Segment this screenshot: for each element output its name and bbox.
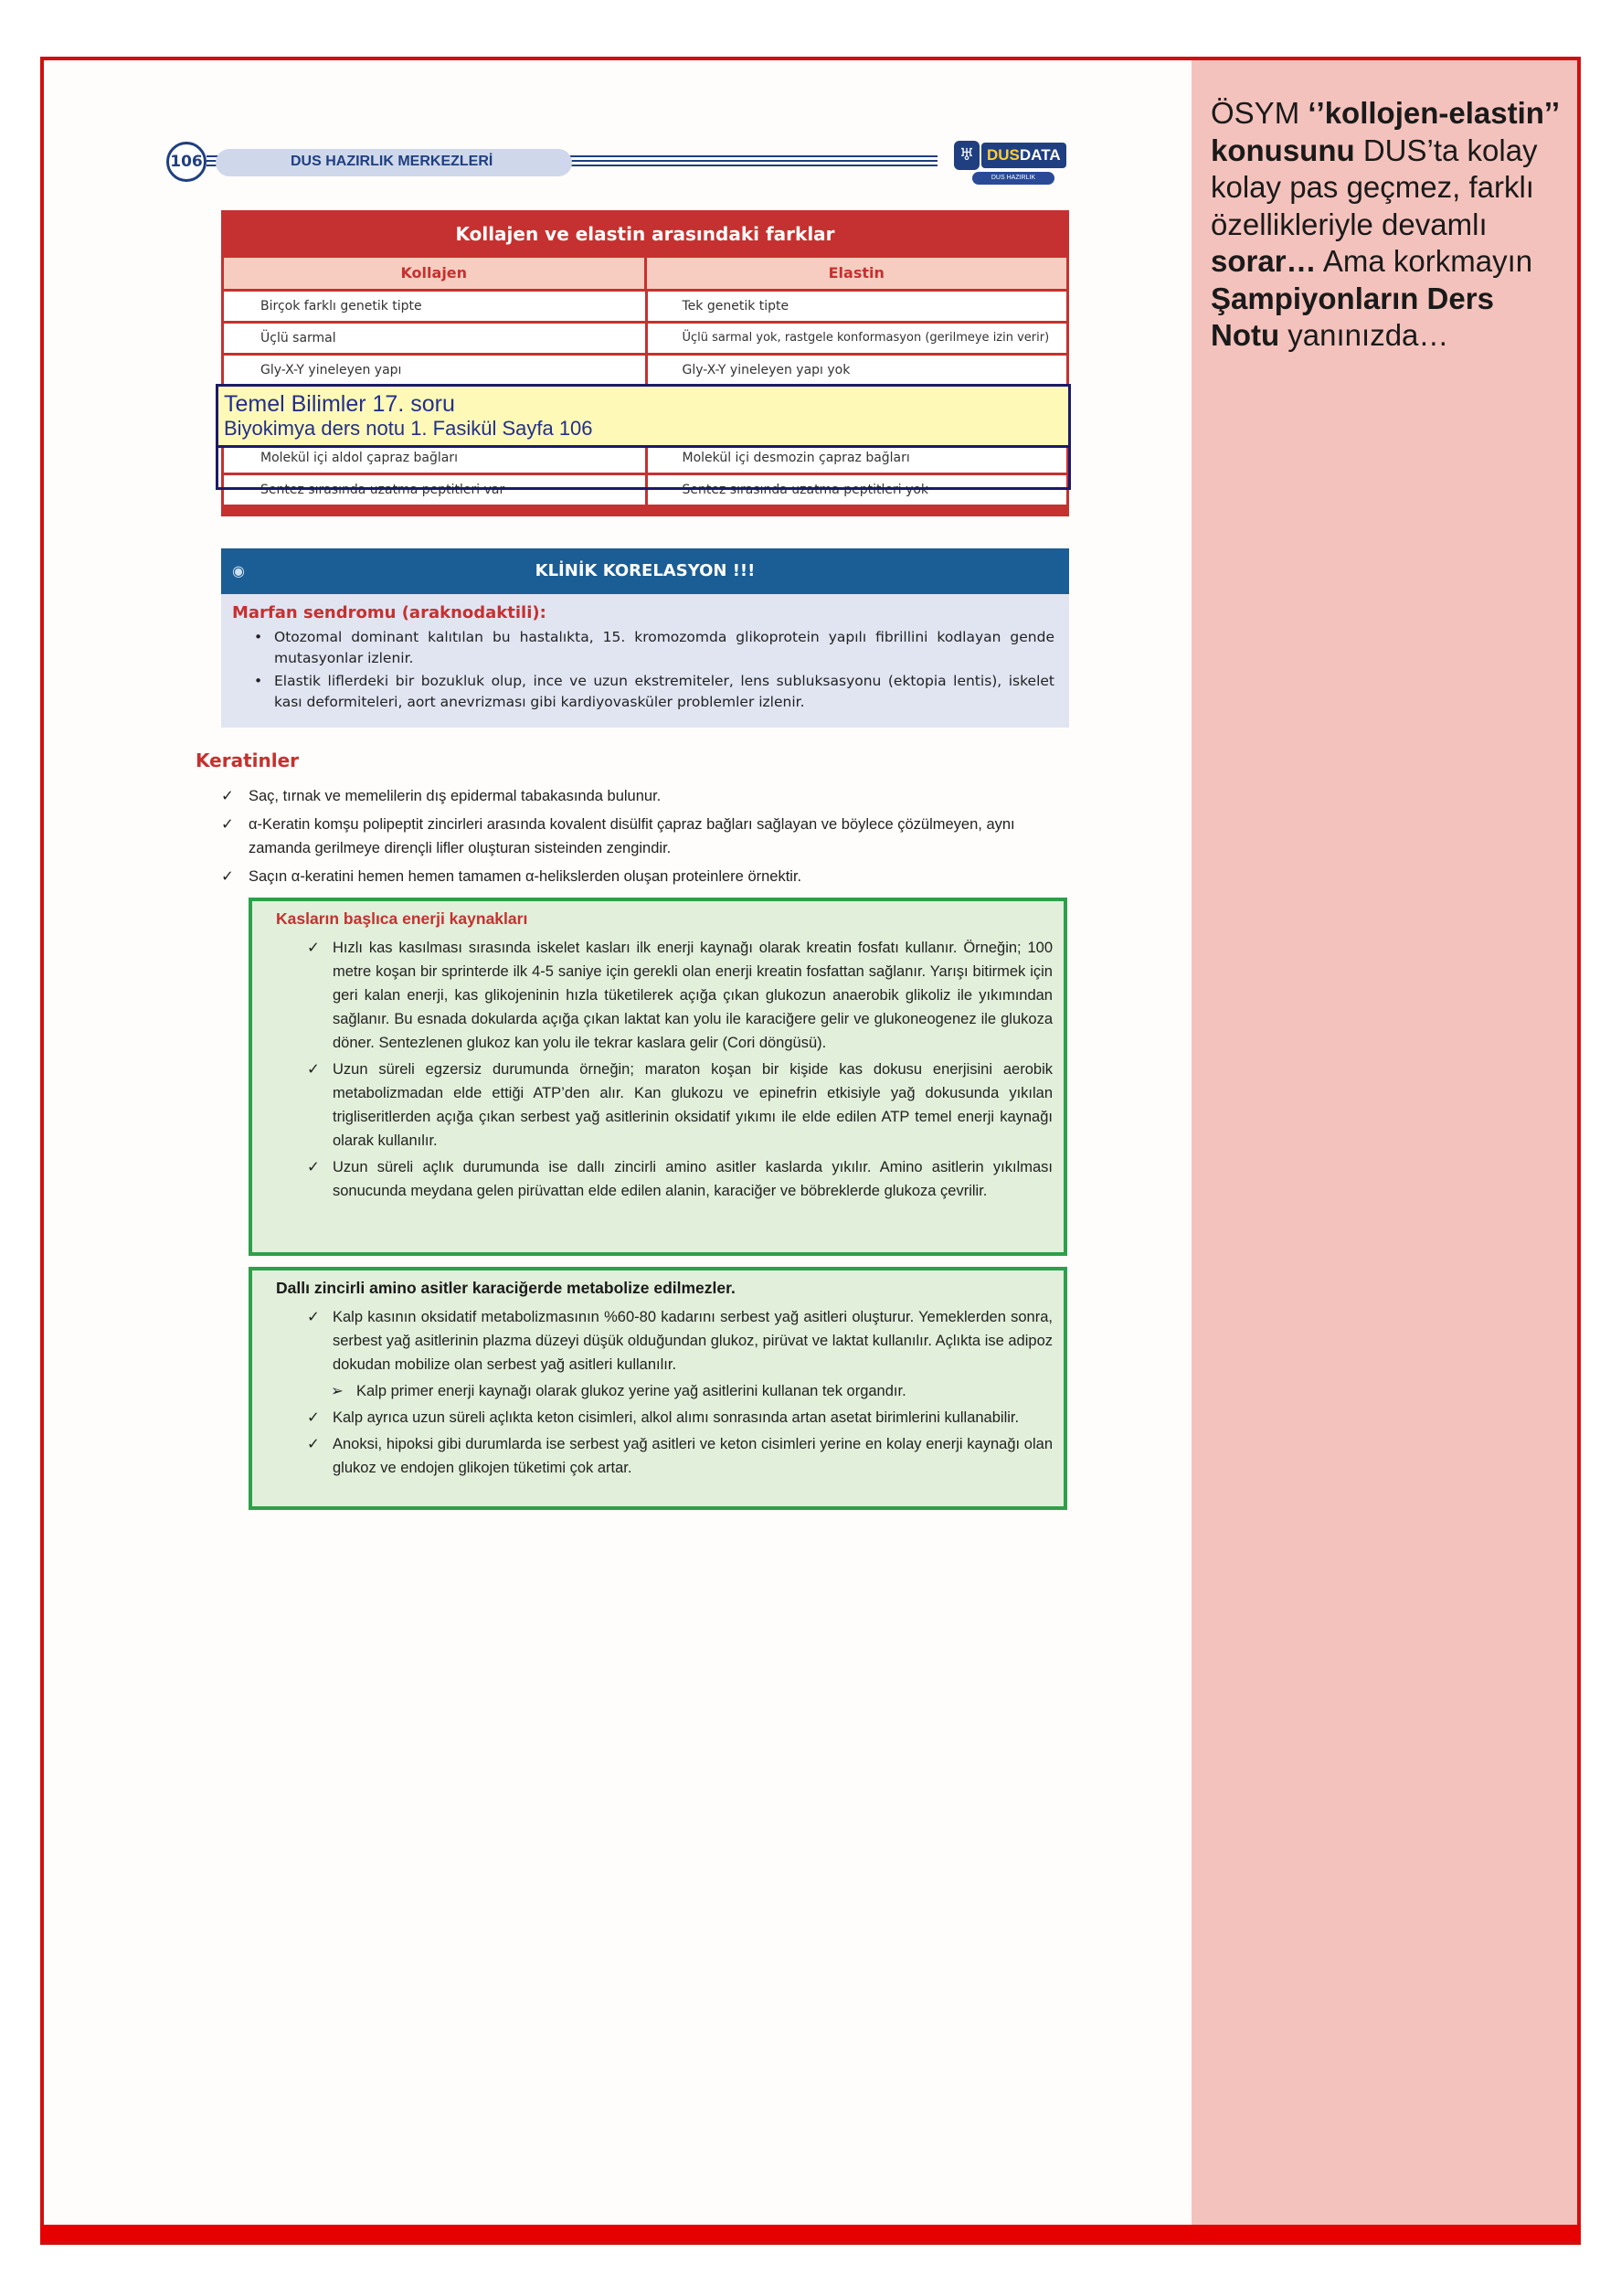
energy-box-title: Kasların başlıca enerji kaynakları	[276, 909, 528, 928]
list-item: ✓ Uzun süreli egzersiz durumunda örneğin; maraton koşan bir kişide kas dokusu enerjisini aerobik metabolizmadan elde ettiği ATP’den alır. Kan glukozu ve epinefrin etkisiyle yağ dokusunda yıkılan trigliseritlerden açığa çıkan serbest yağ asitlerinin oksidatif yıkımı ile elde edilen ATP temel enerji kaynağı olarak kullanılır.	[307, 1058, 1053, 1153]
header-title: DUS HAZIRLIK MERKEZLERİ	[291, 154, 493, 169]
bottom-red-bar	[40, 2225, 1581, 2241]
logo-word: DUSDATA	[981, 143, 1066, 168]
list-item: ✓ Saçın α-keratini hemen hemen tamamen α-helikslerden oluşan proteinlere örnektir.	[219, 865, 1069, 888]
sidebar-text-1: ÖSYM	[1211, 96, 1308, 130]
list-item: ✓ Saç, tırnak ve memelilerin dış epidermal tabakasında bulunur.	[219, 784, 1069, 808]
clinical-title: KLİNİK KORELASYON !!!	[535, 561, 756, 580]
table-cell: Molekül içi desmozin çapraz bağları	[682, 451, 910, 465]
list-sub-item: ➢ Kalp primer enerji kaynağı olarak glukoz yerine yağ asitlerini kullanan tek organdır.	[331, 1379, 1053, 1403]
list-item: ✓ Uzun süreli açlık durumunda ise dallı zincirli amino asitler kaslarda yıkılır. Amino asitlerin yıkılması sonucunda meydana gelen pirüvattan elde edilen alanin, karaciğer ve böbreklerde glukoza çevrilir.	[307, 1155, 1053, 1203]
bcaa-box-title: Dallı zincirli amino asitler karaciğerde metabolize edilmezler.	[276, 1279, 736, 1297]
table-col-elastin: Elastin	[828, 264, 885, 282]
table-cell: Birçok farklı genetik tipte	[224, 292, 648, 321]
eye-icon: ◉	[232, 562, 245, 579]
exam-reference-subtitle: Biyokimya ders notu 1. Fasikül Sayfa 106	[224, 417, 593, 440]
sidebar-text-3: DUS’ta kolay kolay pas geçmez, farklı özellikleriyle devamlı	[1211, 133, 1538, 241]
page-frame	[40, 57, 1581, 2245]
table-cell: Gly-X-Y yineleyen yapı yok	[682, 363, 851, 377]
sidebar-text-4: sorar…	[1211, 244, 1317, 278]
logo-subtitle: DUS HAZIRLIK MERKEZLERİ	[972, 172, 1054, 185]
list-item: ✓ Anoksi, hipoksi gibi durumlarda ise serbest yağ asitleri ve keton cisimleri yerine en kolay enerji kaynağı olan glukoz ve endojen glikojen tüketimi çok artar.	[307, 1432, 1053, 1480]
list-item: • Otozomal dominant kalıtılan bu hastalıkta, 15. kromozomda glikoprotein yapılı fibrillini kodlayan gende mutasyonlar izlenir.	[254, 627, 1054, 669]
table-title: Kollajen ve elastin arasındaki farklar	[221, 210, 1069, 258]
table-col-collagen: Kollajen	[224, 258, 647, 289]
list-item: ✓ Hızlı kas kasılması sırasında iskelet kasları ilk enerji kaynağı olarak kreatin fosfatı kullanır. Örneğin; 100 metre koşan bir sprinterde ilk 4-5 saniye için gerekli olan enerji kreatin fosfattan sağlanır. Yarışı bitirmek için geri kalan enerji, kas glikojeninin hızla tüketilerek açığa çıkan glukozun anaerobik glikoliz ile yıkımından sağlanır. Bu esnada dokularda açığa çıkan laktat kan yolu ile karaciğere gelir ve glukoneogenez ile glukoza döner. Sentezlenen glukoz kan yolu ile tekrar kaslara gelir (Cori döngüsü).	[307, 936, 1053, 1055]
list-item: ✓ Kalp kasının oksidatif metabolizmasının %60-80 kadarını serbest yağ asitleri oluşturur. Yemeklerden sonra, serbest yağ asitlerinin plazma düzeyi düşük olduğundan glukoz, pirüvat ve laktat kullanılır. Açlıkta ise adipoz dokudan mobilize olan serbest yağ asitleri kullanılır.	[307, 1305, 1053, 1377]
table-cell: Gly-X-Y yineleyen yapı	[224, 356, 648, 385]
list-item: ✓ α-Keratin komşu polipeptit zincirleri arasında kovalent disülfit çapraz bağları sağlayan ve böylece çözülmeyen, aynı zamanda gerilmeye dirençli lifler oluşturan sisteinden zengindir.	[219, 813, 1069, 860]
table-cell: Sentez sırasında uzatma peptitleri yok	[682, 483, 929, 497]
sidebar-text-7: yanınızda…	[1279, 318, 1449, 352]
sidebar-text-2: ‘’kollojen-elastin’’ konusunu	[1211, 96, 1559, 167]
list-item: ✓ Kalp ayrıca uzun süreli açlıkta keton cisimleri, alkol alımı sonrasında artan asetat birimlerini kullanabilir.	[307, 1406, 1053, 1430]
table-cell: Molekül içi aldol çapraz bağları	[224, 443, 648, 473]
exam-reference-title: Temel Bilimler 17. soru	[224, 391, 455, 417]
table-cell: Üçlü sarmal	[224, 324, 648, 353]
table-cell: Sentez sırasında uzatma peptitleri var	[224, 475, 648, 505]
keratin-heading: Keratinler	[196, 749, 300, 771]
clinical-subtitle: Marfan sendromu (araknodaktili):	[232, 603, 546, 622]
table-cell: Tek genetik tipte	[682, 299, 789, 314]
sidebar-text-5: Ama korkmayın	[1316, 244, 1533, 278]
sidebar-text-6: Şampiyonların Ders Notu	[1211, 281, 1494, 352]
table-cell: Üçlü sarmal yok, rastgele konformasyon (gerilmeye izin verir)	[682, 331, 1050, 345]
list-item: • Elastik liflerdeki bir bozukluk olup, ince ve uzun ekstremiteler, lens subluksasyonu (ektopia lentis), iskelet kası deformiteleri, aort anevrizması gibi kardiyovasküler problemler izlenir.	[254, 671, 1054, 713]
page-number: 106	[166, 142, 207, 182]
tooth-icon: ♅	[954, 141, 980, 170]
